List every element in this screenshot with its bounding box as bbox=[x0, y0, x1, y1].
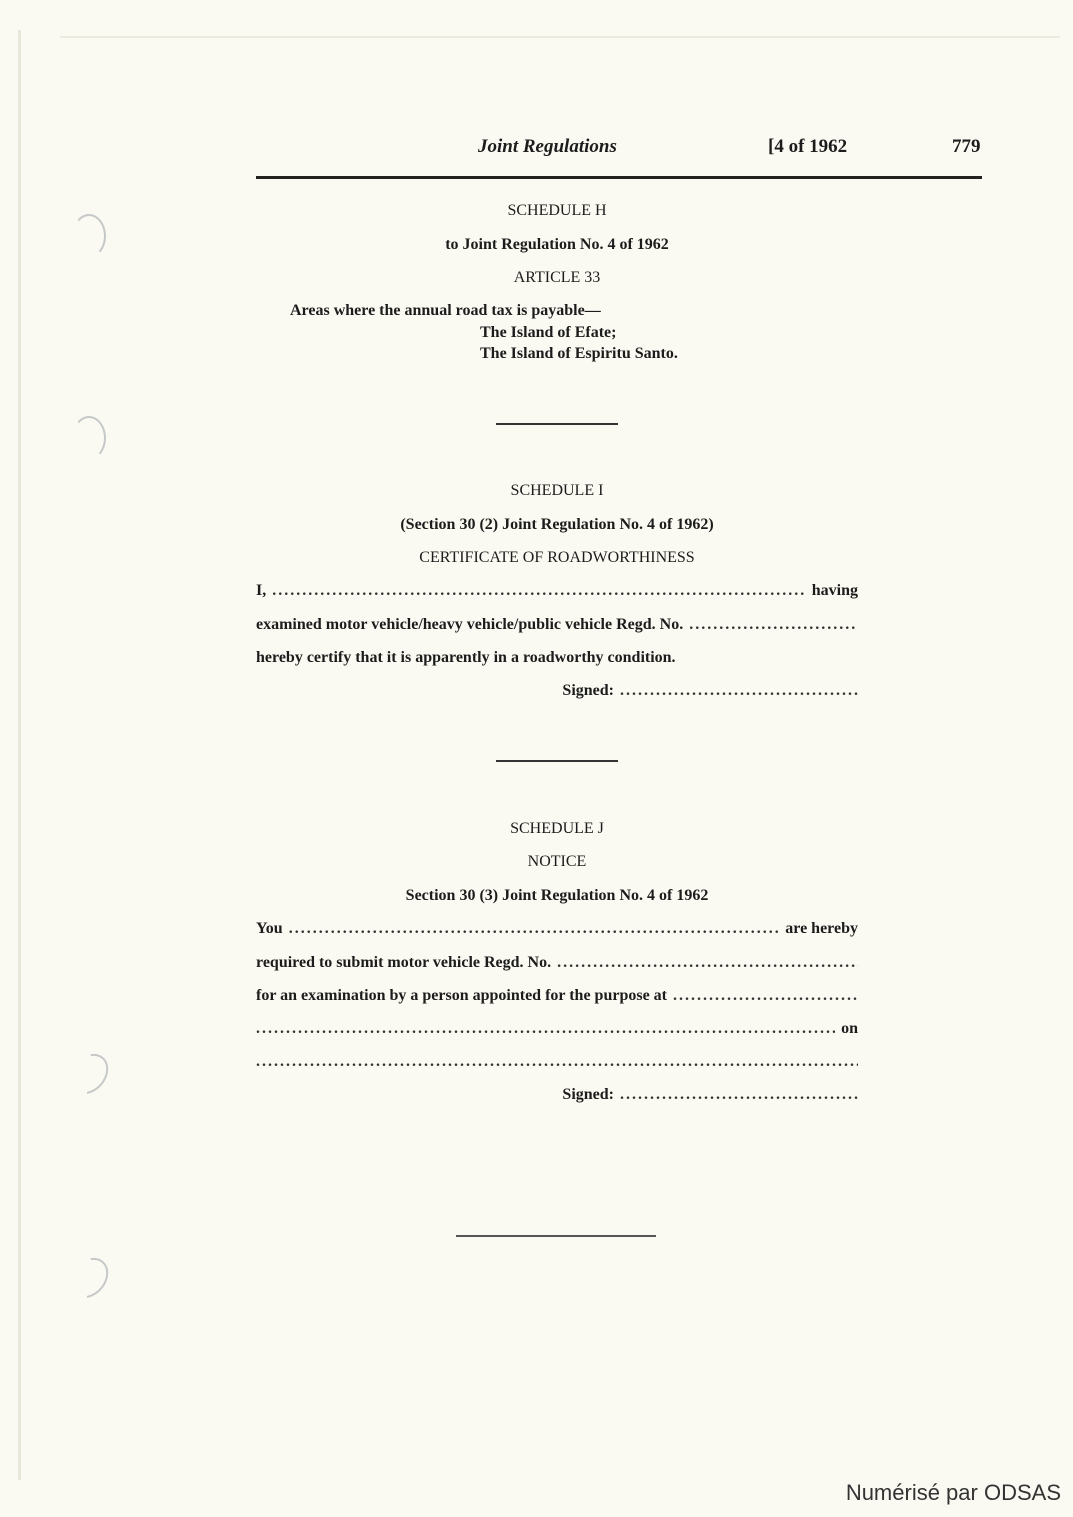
location-blank bbox=[256, 1020, 835, 1038]
certificate-name-line bbox=[256, 582, 858, 600]
schedule-h-subheading: to Joint Regulation No. 4 of 1962 bbox=[445, 236, 669, 253]
digitization-credit: Numérisé par ODSAS bbox=[845, 1480, 1061, 1505]
notice-line1-end: are hereby bbox=[785, 920, 858, 937]
certificate-line1-end: having bbox=[811, 582, 858, 599]
page-top-edge bbox=[60, 36, 1060, 38]
header-regulation-number: [4 of 1962 bbox=[768, 136, 848, 157]
notice-signature-line bbox=[256, 1086, 858, 1104]
schedule-h-heading: SCHEDULE H bbox=[507, 202, 607, 219]
notice-vehicle-line bbox=[256, 954, 858, 972]
section-separator bbox=[496, 760, 618, 762]
date-blank bbox=[256, 1053, 858, 1071]
punch-hole-1 bbox=[72, 214, 106, 258]
section-separator bbox=[496, 423, 618, 425]
schedule-h-article: ARTICLE 33 bbox=[513, 269, 601, 286]
notice-line3-start: for an examination by a person appointed for the purpose at bbox=[256, 987, 667, 1004]
schedule-i-heading: SCHEDULE I bbox=[510, 482, 604, 499]
signature-blank bbox=[620, 682, 858, 700]
punch-hole-4 bbox=[62, 1250, 116, 1306]
certificate-line1-start: I, bbox=[256, 582, 267, 599]
notice-signed-label: Signed: bbox=[562, 1086, 614, 1103]
notice-addressee-line bbox=[256, 920, 858, 938]
notice-line2-start: required to submit motor vehicle Regd. No. bbox=[256, 954, 552, 971]
header-title: Joint Regulations bbox=[478, 136, 617, 157]
end-rule bbox=[456, 1235, 656, 1237]
addressee-blank bbox=[289, 920, 780, 938]
notice-registration-blank bbox=[557, 954, 858, 972]
schedule-h-intro: Areas where the annual road tax is payable— bbox=[290, 302, 601, 319]
notice-date-line bbox=[256, 1053, 858, 1071]
header-rule bbox=[256, 176, 982, 179]
certificate-line2-start: examined motor vehicle/heavy vehicle/public vehicle Regd. No. bbox=[256, 616, 684, 633]
name-blank bbox=[272, 582, 806, 600]
notice-location-line bbox=[256, 1020, 858, 1038]
punch-hole-2 bbox=[72, 416, 106, 460]
schedule-i-title: CERTIFICATE OF ROADWORTHINESS bbox=[419, 549, 695, 566]
notice-place-line bbox=[256, 987, 858, 1005]
running-header bbox=[0, 136, 1073, 166]
notice-line1-start: You bbox=[256, 920, 283, 937]
certificate-line3: hereby certify that it is apparently in a roadworthy condition. bbox=[256, 649, 676, 666]
place-blank bbox=[673, 987, 858, 1005]
certificate-signed-label: Signed: bbox=[562, 682, 614, 699]
notice-line4-end: on bbox=[841, 1020, 858, 1037]
schedule-i-subheading: (Section 30 (2) Joint Regulation No. 4 of 1962) bbox=[400, 516, 714, 533]
schedule-j-subheading: Section 30 (3) Joint Regulation No. 4 of 1962 bbox=[405, 887, 709, 904]
schedule-h-item-santo: The Island of Espiritu Santo. bbox=[480, 345, 678, 362]
punch-hole-3 bbox=[62, 1046, 116, 1102]
certificate-signature-line bbox=[256, 682, 858, 700]
schedule-j-title: NOTICE bbox=[527, 853, 587, 870]
schedule-h-item-efate: The Island of Efate; bbox=[480, 324, 617, 341]
schedule-j-heading: SCHEDULE J bbox=[510, 820, 604, 837]
notice-signature-blank bbox=[620, 1086, 858, 1104]
page-number: 779 bbox=[952, 136, 981, 157]
certificate-vehicle-line bbox=[256, 616, 858, 634]
page-edge bbox=[18, 30, 21, 1480]
registration-blank bbox=[689, 616, 858, 634]
